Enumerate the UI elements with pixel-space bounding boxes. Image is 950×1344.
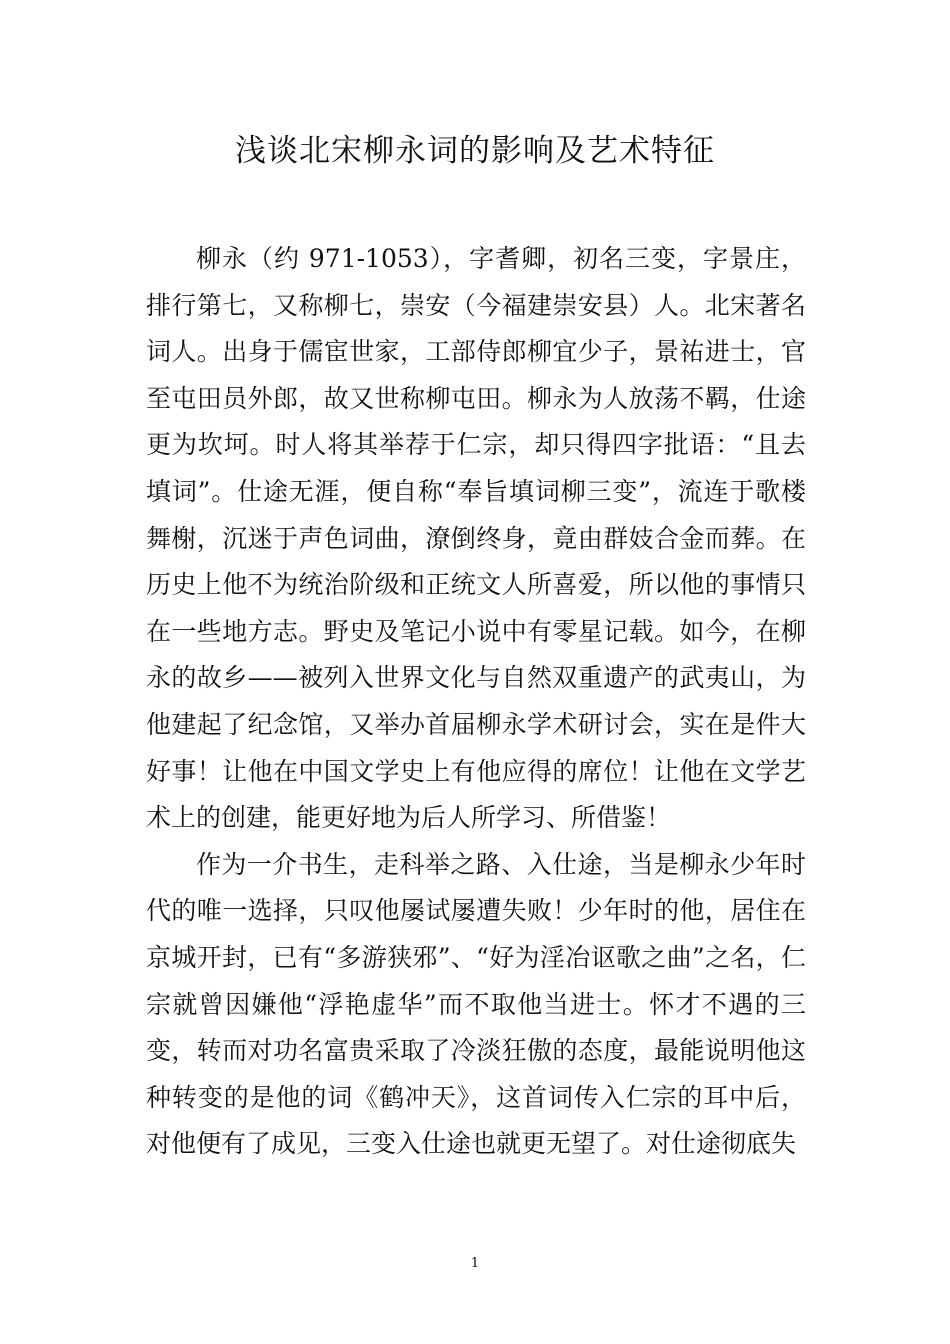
document-body	[146, 236, 806, 1168]
document-title: 浅谈北宋柳永词的影响及艺术特征	[235, 133, 715, 169]
paragraph-1: 柳永（约 971-1053），字耆卿，初名三变，字景庄，排行第七，又称柳七，崇安（今福建崇安县）人。北宋著名词人。出身于儒宦世家，工部侍郎柳宜少子，景祐进士，官至屯田员外郎，故又世称柳屯田。柳永为人放荡不羁，仕途更为坎坷。时人将其举荐于仁宗，却只得四字批语：“且去填词”。仕途无涯，便自称“奉旨填词柳三变”，流连于歌楼舞榭，沉迷于声色词曲，潦倒终身，竟由群妓合金而葬。在历史上他不为统治阶级和正统文人所喜爱，所以他的事情只在一些地方志。野史及笔记小说中有零星记载。如今，在柳永的故乡——被列入世界文化与自然双重遗产的武夷山，为他建起了纪念馆，又举办首届柳永学术研讨会，实在是件大好事！让他在中国文学史上有他应得的席位！让他在文学艺术上的创建，能更好地为后人所学习、所借鉴！	[146, 244, 806, 833]
page-number: 1	[470, 1256, 480, 1271]
paragraph-2: 作为一介书生，走科举之路、入仕途，当是柳永少年时代的唯一选择，只叹他屡试屡遭失败！少年时的他，居住在京城开封，已有“多游狭邪”、“好为淫冶讴歌之曲”之名，仁宗就曾因嫌他“浮艳虚华”而不取他当进士。怀才不遇的三变，转而对功名富贵采取了冷淡狂傲的态度，最能说明他这种转变的是他的词《鹤冲天》，这首词传入仁宗的耳中后，对他便有了成见，三变入仕途也就更无望了。对仕途彻底失	[146, 849, 806, 1159]
